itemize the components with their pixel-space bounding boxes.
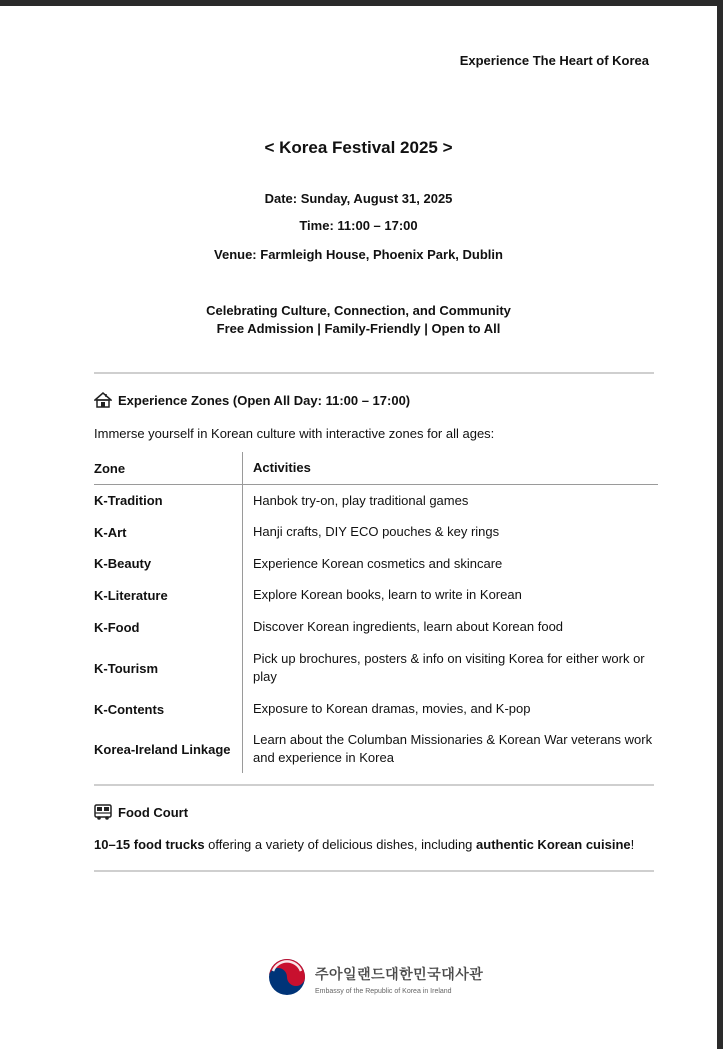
table-row xyxy=(94,643,658,693)
activity-cell: Experience Korean cosmetics and skincare xyxy=(242,548,658,579)
zones-heading xyxy=(94,391,410,409)
zone-cell: K-Tradition xyxy=(94,493,163,508)
table-header xyxy=(94,452,658,485)
zones-heading-text: Experience Zones (Open All Day: 11:00 – 17:00) xyxy=(118,392,411,408)
zone-cell: K-Literature xyxy=(94,587,168,603)
food-truck-icon xyxy=(94,803,112,821)
zone-cell: K-Food xyxy=(94,619,140,635)
embassy-logo xyxy=(267,957,483,1002)
zone-cell: K-Tourism xyxy=(94,660,159,676)
divider xyxy=(94,784,654,786)
embassy-name xyxy=(315,964,483,995)
table-row xyxy=(94,485,658,516)
activity-cell: Pick up brochures, posters & info on visiting Korea for either work or play xyxy=(242,643,658,693)
table-row xyxy=(94,579,658,611)
zone-cell: K-Art xyxy=(94,524,127,540)
zones-table xyxy=(94,452,658,773)
divider xyxy=(94,372,654,374)
zone-cell: K-Contents xyxy=(94,701,165,717)
activity-cell: Explore Korean books, learn to write in Korean xyxy=(242,579,658,611)
activity-cell: Discover Korean ingredients, learn about Korean food xyxy=(242,611,658,643)
table-row xyxy=(94,725,658,773)
column-header-zone: Zone xyxy=(94,460,126,476)
event-admission: Free Admission | Family-Friendly | Open to All xyxy=(216,321,501,336)
activity-cell: Exposure to Korean dramas, movies, and K-pop xyxy=(242,693,658,725)
food-heading-text: Food Court xyxy=(118,804,189,820)
food-heading xyxy=(94,803,188,821)
divider xyxy=(94,870,654,872)
table-row xyxy=(94,516,658,548)
activity-cell: Hanji crafts, DIY ECO pouches & key rings xyxy=(242,516,658,548)
embassy-name-korean: 주아일랜드대한민국대사관 xyxy=(315,966,484,982)
zones-intro: Immerse yourself in Korean culture with interactive zones for all ages: xyxy=(94,426,495,441)
event-time: Time: 11:00 – 17:00 xyxy=(299,218,418,233)
activity-cell: Hanbok try-on, play traditional games xyxy=(242,485,658,516)
document-page xyxy=(0,6,717,1049)
zone-cell: K-Beauty xyxy=(94,556,152,571)
embassy-name-english: Embassy of the Republic of Korea in Ireland xyxy=(315,988,452,995)
food-description: 10–15 food trucks offering a variety of delicious dishes, including authentic Korean cuisine! xyxy=(94,837,635,852)
tagline: Experience The Heart of Korea xyxy=(459,53,649,68)
table-row xyxy=(94,693,658,725)
table-row xyxy=(94,548,658,579)
event-title: < Korea Festival 2025 > xyxy=(264,138,453,157)
column-header-activities: Activities xyxy=(242,452,658,484)
taegeuk-icon xyxy=(267,957,307,1002)
table-row xyxy=(94,611,658,643)
event-date: Date: Sunday, August 31, 2025 xyxy=(264,191,453,206)
event-venue: Venue: Farmleigh House, Phoenix Park, Dublin xyxy=(214,247,503,262)
activity-cell: Learn about the Columban Missionaries & Korean War veterans work and experience in Korea xyxy=(242,725,658,773)
house-icon xyxy=(94,391,112,409)
event-theme: Celebrating Culture, Connection, and Community xyxy=(206,303,511,318)
zone-cell: Korea-Ireland Linkage xyxy=(94,741,231,757)
